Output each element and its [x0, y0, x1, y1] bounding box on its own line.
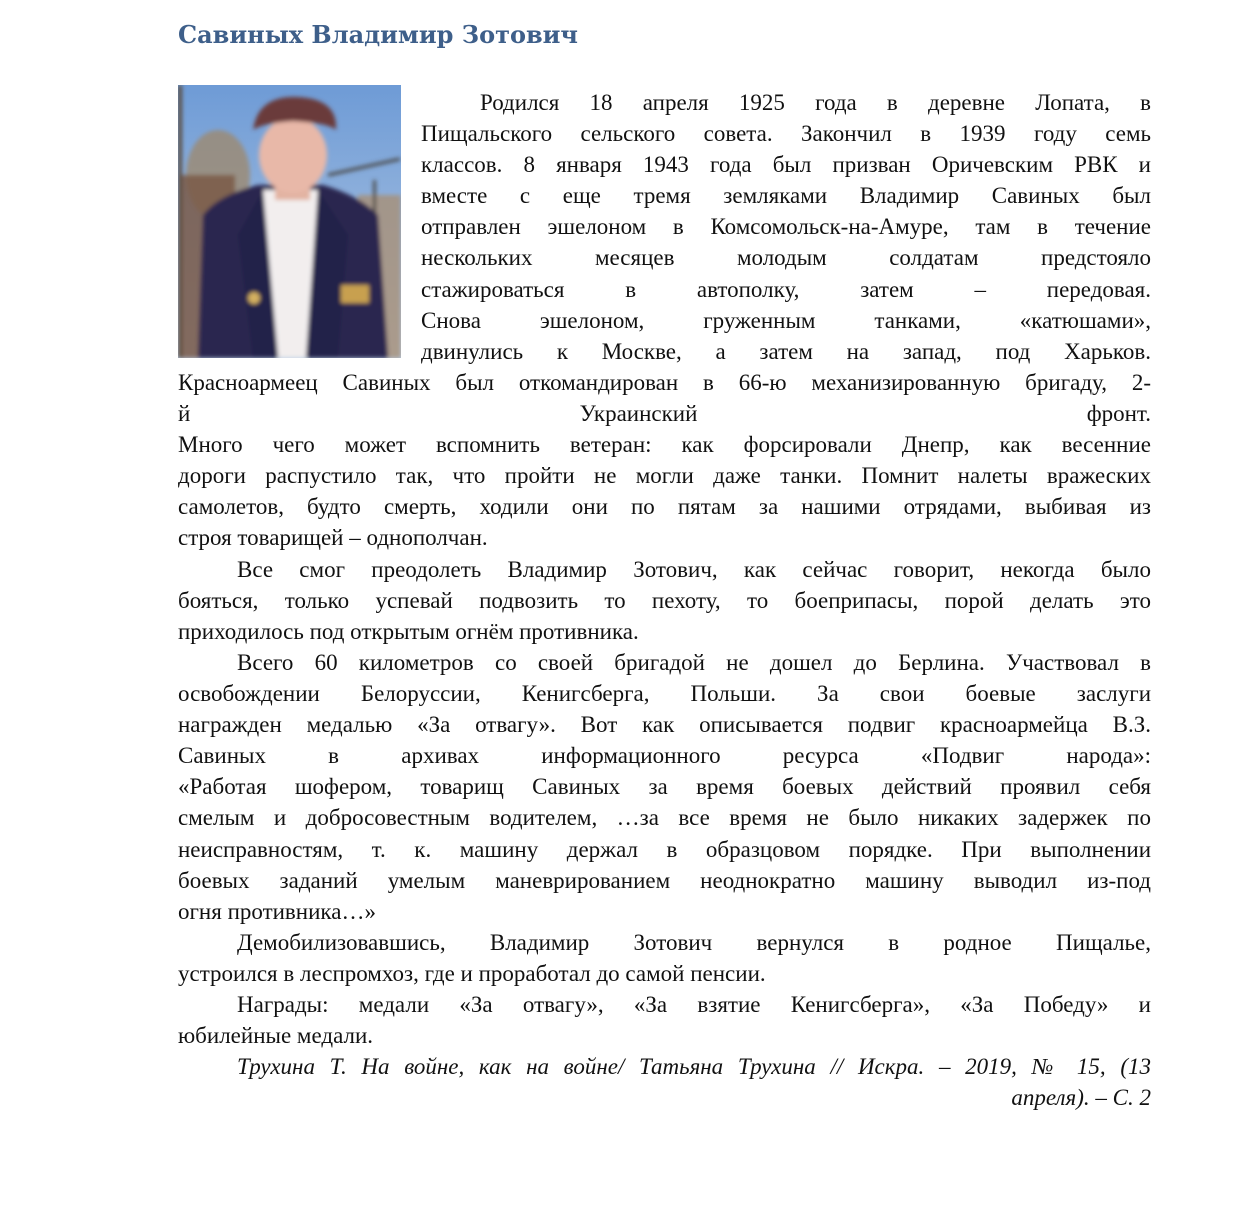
text-line: бояться, только успевай подвозить то пехоту, то боеприпасы, порой делать это: [178, 588, 1151, 613]
text-line: дороги распустило так, что пройти не могли даже танки. Помнит налеты вражеских: [178, 463, 1151, 488]
citation-line: Трухина Т. На войне, как на войне/ Татьяна Трухина // Искра. – 2019, № 15, (13: [237, 1054, 1151, 1079]
veteran-portrait-photo: [178, 85, 401, 358]
text-line: смелым и добросовестным водителем, …за все время не было никаких задержек по: [178, 805, 1151, 830]
text-line: Родился 18 апреля 1925 года в деревне Лопата, в: [480, 90, 1151, 115]
page-title: Савиных Владимир Зотович: [178, 20, 578, 49]
text-line: Все смог преодолеть Владимир Зотович, как сейчас говорит, некогда было: [237, 557, 1151, 582]
text-line: отправлен эшелоном в Комсомольск-на-Амуре, там в течение: [421, 214, 1151, 239]
text-line: Савиных в архивах информационного ресурса «Подвиг народа»:: [178, 743, 1151, 768]
text-line: самолетов, будто смерть, ходили они по пятам за нашими отрядами, выбивая из: [178, 494, 1151, 519]
text-line: огня противника…»: [178, 899, 376, 924]
text-line: двинулись к Москве, а затем на запад, под Харьков.: [421, 339, 1151, 364]
text-line: й Украинский фронт.: [178, 401, 1151, 426]
text-line: Награды: медали «За отвагу», «За взятие Кенигсберга», «За Победу» и: [237, 992, 1151, 1017]
text-line: неисправностям, т. к. машину держал в образцовом порядке. При выполнении: [178, 837, 1151, 862]
text-line: Всего 60 километров со своей бригадой не дошел до Берлина. Участвовал в: [237, 650, 1151, 675]
portrait-image: [178, 85, 401, 358]
text-line: стажироваться в автополку, затем – передовая.: [421, 277, 1151, 302]
text-line: Снова эшелоном, груженным танками, «катюшами»,: [421, 308, 1151, 333]
text-line: Пищальского сельского совета. Закончил в 1939 году семь: [421, 121, 1151, 146]
text-line: классов. 8 января 1943 года был призван Оричевским РВК и: [421, 152, 1151, 177]
text-line: «Работая шофером, товарищ Савиных за время боевых действий проявил себя: [178, 774, 1151, 799]
citation-line: апреля). – С. 2: [1011, 1085, 1151, 1110]
text-line: Демобилизовавшись, Владимир Зотович вернулся в родное Пищалье,: [237, 930, 1151, 955]
text-line: боевых заданий умелым маневрированием неоднократно машину выводил из-под: [178, 868, 1151, 893]
text-line: строя товарищей – однополчан.: [178, 525, 488, 550]
text-line: Много чего может вспомнить ветеран: как форсировали Днепр, как весенние: [178, 432, 1151, 457]
text-line: Красноармеец Савиных был откомандирован в 66-ю механизированную бригаду, 2-: [178, 370, 1151, 395]
text-line: приходилось под открытым огнём противника.: [178, 619, 639, 644]
text-line: юбилейные медали.: [178, 1023, 374, 1048]
text-line: вместе с еще тремя земляками Владимир Савиных был: [421, 183, 1151, 208]
text-line: устроился в леспромхоз, где и проработал до самой пенсии.: [178, 961, 766, 986]
text-line: награжден медалью «За отвагу». Вот как описывается подвиг красноармейца В.З.: [178, 712, 1151, 737]
text-line: нескольких месяцев молодым солдатам предстояло: [421, 245, 1151, 270]
text-line: освобождении Белоруссии, Кенигсберга, Польши. За свои боевые заслуги: [178, 681, 1151, 706]
